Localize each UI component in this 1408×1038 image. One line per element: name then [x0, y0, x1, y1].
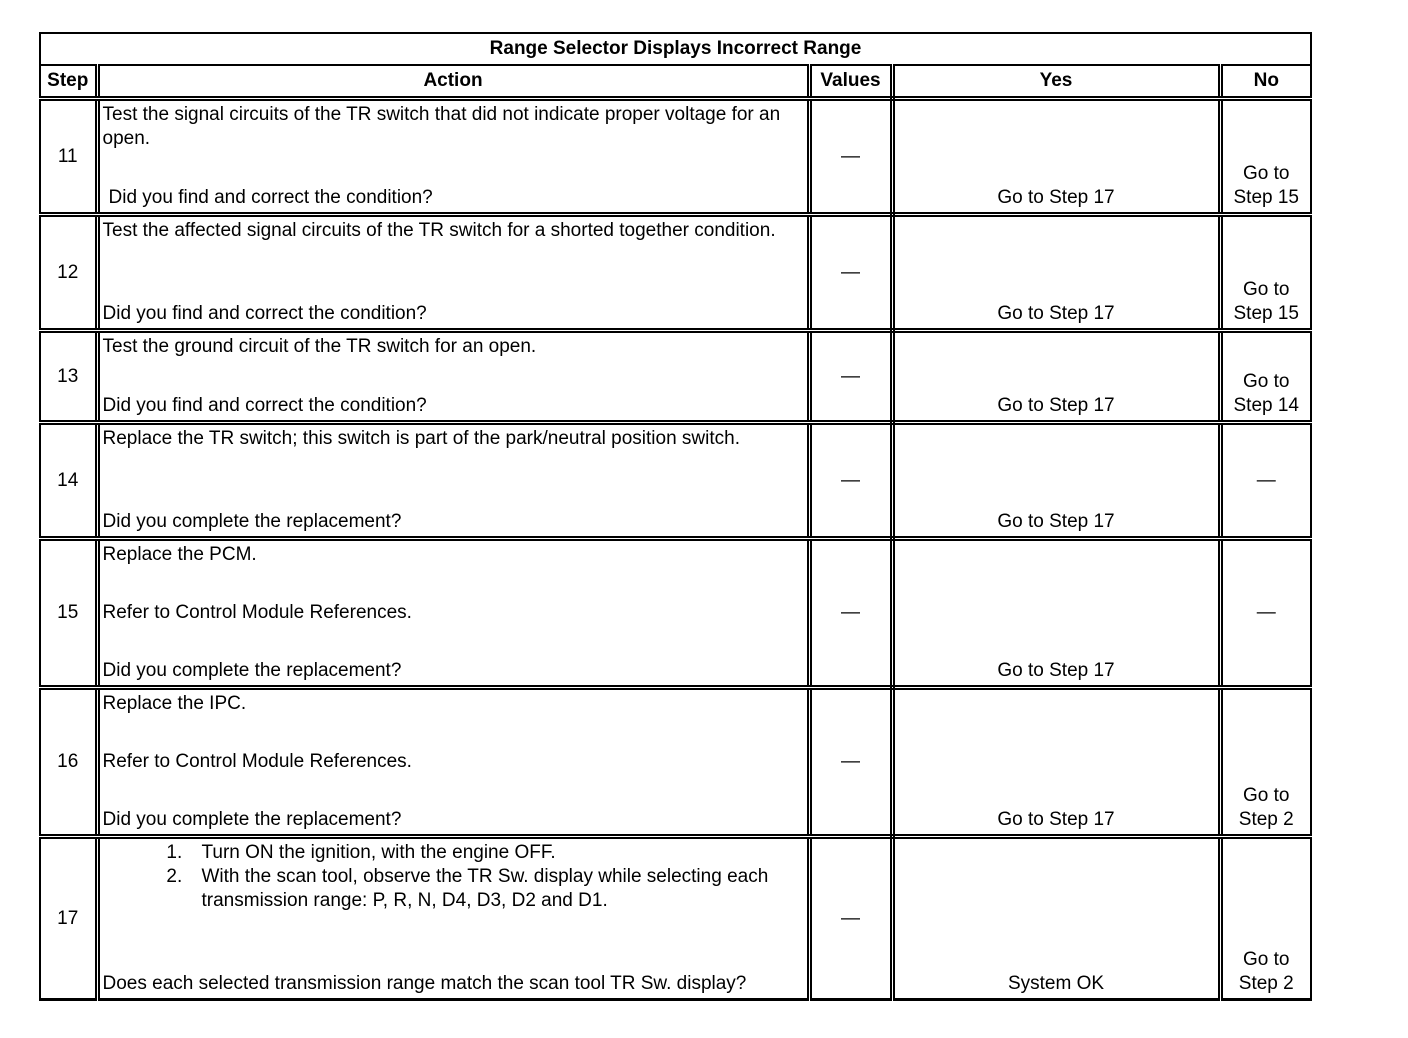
yes-text: Go to Step 17	[997, 809, 1115, 830]
action-question: Does each selected transmission range match the scan tool TR Sw. display?	[102, 973, 747, 994]
action-reference: Refer to Control Module References.	[102, 751, 412, 772]
table-row	[40, 331, 1311, 423]
no-cell	[1220, 215, 1311, 331]
table-row	[40, 688, 1311, 837]
values-cell: —	[809, 837, 892, 1000]
header-action: Action	[97, 65, 809, 99]
no-cell	[1220, 837, 1311, 1000]
action-reference: Refer to Control Module References.	[102, 602, 412, 623]
step-number: 13	[40, 331, 97, 423]
no-cell: —	[1220, 423, 1311, 539]
no-text-line2: Step 14	[1233, 395, 1299, 416]
header-no: No	[1220, 65, 1311, 99]
action-question: Did you complete the replacement?	[102, 660, 402, 681]
no-text-line2: Step 2	[1238, 973, 1294, 994]
table-header-row	[40, 65, 1311, 99]
no-cell	[1220, 688, 1311, 837]
yes-cell	[892, 99, 1220, 215]
action-instruction: Replace the IPC.	[102, 693, 247, 714]
action-cell	[97, 688, 809, 837]
action-cell	[97, 837, 809, 1000]
yes-cell	[892, 837, 1220, 1000]
no-text-line2: Step 15	[1233, 303, 1299, 324]
action-instruction: Test the signal circuits of the TR switch that did not indicate proper voltage for an open.	[102, 104, 781, 149]
yes-text: System OK	[1007, 973, 1105, 994]
no-cell	[1220, 99, 1311, 215]
yes-cell	[892, 215, 1220, 331]
action-cell	[97, 215, 809, 331]
yes-cell	[892, 331, 1220, 423]
step-number: 17	[40, 837, 97, 1000]
action-question: Did you find and correct the condition?	[102, 303, 427, 324]
values-cell: —	[809, 539, 892, 688]
values-cell: —	[809, 99, 892, 215]
header-values: Values	[809, 65, 892, 99]
table-row	[40, 539, 1311, 688]
yes-cell	[892, 423, 1220, 539]
action-question: Did you find and correct the condition?	[108, 187, 433, 208]
action-cell	[97, 423, 809, 539]
action-question: Did you complete the replacement?	[102, 809, 402, 830]
table-row	[40, 99, 1311, 215]
values-cell: —	[809, 215, 892, 331]
action-question: Did you find and correct the condition?	[102, 395, 427, 416]
action-instruction: Test the affected signal circuits of the TR switch for a shorted together condition.	[102, 220, 776, 241]
yes-text: Go to Step 17	[997, 511, 1115, 532]
action-instruction: Replace the PCM.	[102, 544, 257, 565]
action-instruction: Replace the TR switch; this switch is part of the park/neutral position switch.	[102, 428, 740, 449]
no-cell: —	[1220, 539, 1311, 688]
values-cell: —	[809, 688, 892, 837]
header-yes: Yes	[892, 65, 1220, 99]
procedure-step: 2. With the scan tool, observe the TR Sw. display while selecting each transmission range: P, R, N, D4, D3, D2 and D1.	[188, 865, 805, 913]
step-number: 16	[40, 688, 97, 837]
yes-text: Go to Step 17	[997, 395, 1115, 416]
procedure-list	[103, 841, 805, 913]
action-cell	[97, 539, 809, 688]
no-text-line2: Step 15	[1233, 187, 1299, 208]
no-text-line1: Go to	[1243, 279, 1290, 300]
yes-text: Go to Step 17	[997, 187, 1115, 208]
table-title-row	[40, 33, 1311, 65]
yes-text: Go to Step 17	[997, 660, 1115, 681]
no-cell	[1220, 331, 1311, 423]
action-cell	[97, 99, 809, 215]
yes-cell	[892, 688, 1220, 837]
table-title: Range Selector Displays Incorrect Range	[40, 33, 1311, 65]
no-text-line2: Step 2	[1238, 809, 1294, 830]
table-row	[40, 215, 1311, 331]
header-step: Step	[40, 65, 97, 99]
step-number: 14	[40, 423, 97, 539]
no-text-line1: Go to	[1243, 785, 1290, 806]
procedure-step: 1. Turn ON the ignition, with the engine OFF.	[188, 841, 805, 865]
step-number: 15	[40, 539, 97, 688]
yes-cell	[892, 539, 1220, 688]
step-number: 11	[40, 99, 97, 215]
table-row	[40, 837, 1311, 1000]
yes-text: Go to Step 17	[997, 303, 1115, 324]
no-text-line1: Go to	[1243, 949, 1290, 970]
action-question: Did you complete the replacement?	[102, 511, 402, 532]
values-cell: —	[809, 331, 892, 423]
diagnostic-table	[39, 32, 1312, 1001]
action-cell	[97, 331, 809, 423]
action-instruction: Test the ground circuit of the TR switch for an open.	[102, 336, 537, 357]
no-text-line1: Go to	[1243, 371, 1290, 392]
step-number: 12	[40, 215, 97, 331]
no-text-line1: Go to	[1243, 163, 1290, 184]
table-row	[40, 423, 1311, 539]
values-cell: —	[809, 423, 892, 539]
